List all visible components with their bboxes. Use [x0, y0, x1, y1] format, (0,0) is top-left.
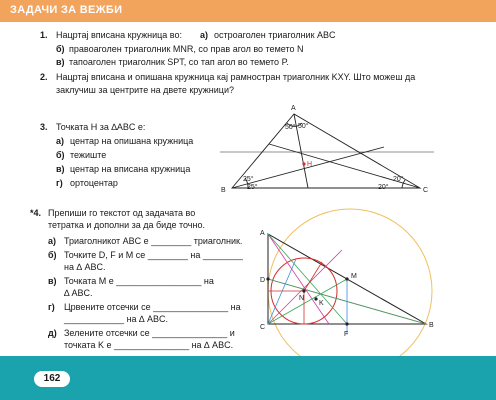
angle-b2: 25° — [247, 184, 258, 191]
angle-b1: 25° — [243, 176, 254, 183]
task-4d-text-1: Црвените отсечки се _______________ на — [64, 302, 241, 312]
bisector-c2 — [268, 250, 342, 324]
angle-c2: 20° — [378, 184, 389, 191]
section-header — [0, 0, 496, 22]
label-a2: A — [260, 230, 265, 237]
label-f: F — [344, 331, 349, 338]
angle-c1: 20° — [393, 176, 404, 183]
task-4-number: *4. — [30, 208, 42, 218]
task-4-intro-2: тетратка и дополни за да биде точно. — [48, 220, 205, 230]
task-4b-text-1: Точките D, F и M се ________ на ________ — [64, 250, 243, 260]
altitude-c — [268, 259, 296, 324]
task-4a-label: а) — [48, 236, 57, 246]
label-n: N — [299, 295, 305, 302]
triangle-figure-circles — [244, 204, 496, 356]
radius-3 — [304, 262, 322, 291]
dot-d — [266, 277, 269, 280]
task-3c-text: центар на вписана кружница — [70, 164, 191, 174]
task-4e-text-1: Зелените отсечки се _______________ и — [64, 328, 235, 338]
task-4c-text-1: Точката M е _________________ на — [64, 276, 214, 286]
section-title: ЗАДАЧИ ЗА ВЕЖБИ — [10, 4, 123, 16]
task-4e-text-2: точката K е _______________ на ∆ ABC. — [64, 340, 234, 350]
task-1b-label: б) — [56, 44, 65, 54]
task-4-intro-1: Препиши го текстот од задачата во — [48, 208, 196, 218]
triangle-abc — [232, 114, 420, 188]
task-3-number: 3. — [40, 122, 48, 132]
angle-a2: 50° — [298, 123, 309, 130]
circumcircle — [268, 209, 432, 356]
task-4b-label: б) — [48, 250, 57, 260]
label-d: D — [260, 277, 266, 284]
task-4d-text-2: ____________ на ∆ ABC. — [64, 314, 169, 324]
task-3a-label: а) — [56, 136, 65, 146]
task-2-line-2: заклучиш за центрите на двете кружници? — [56, 85, 234, 95]
label-c2: C — [260, 324, 266, 331]
label-m: M — [351, 273, 357, 280]
page-number: 162 — [34, 371, 70, 387]
dot-n — [302, 289, 305, 292]
task-4e-label: д) — [48, 328, 57, 338]
triangle-figure-h — [218, 100, 440, 196]
angle-a1: 50° — [285, 124, 296, 131]
dot-m — [345, 277, 348, 280]
label-k: K — [319, 300, 324, 307]
label-a: A — [291, 105, 296, 112]
task-3b-text: тежиште — [70, 150, 107, 160]
task-4c-text-2: ∆ ABC. — [64, 288, 93, 298]
task-3d-text: ортоцентар — [70, 178, 118, 188]
task-3-intro: Точката H за ∆ABC е: — [56, 122, 146, 132]
task-4c-label: в) — [48, 276, 57, 286]
page-footer — [0, 356, 496, 400]
task-4d-label: г) — [48, 302, 55, 312]
dot-f — [345, 322, 348, 325]
task-1b-text: правоаголен триаголник MNR, со прав агол во темето N — [69, 44, 304, 54]
task-3c-label: в) — [56, 164, 65, 174]
task-1c-text: тапоаголен триаголник SPT, со тап агол во темето P. — [69, 57, 289, 67]
dot-k — [314, 297, 317, 300]
task-1-number: 1. — [40, 30, 48, 40]
task-1a-label: а) — [200, 30, 209, 40]
label-h: H — [307, 161, 313, 168]
task-3d-label: г) — [56, 178, 63, 188]
label-b2: B — [429, 322, 434, 329]
task-1-prompt: Нацртај вписана кружница во: — [56, 30, 182, 40]
task-1a-text: остроаголен триаголник ABC — [214, 30, 336, 40]
task-1c-label: в) — [56, 57, 65, 67]
task-4a-text: Триаголникот ABC е ________ триаголник. — [64, 236, 243, 246]
task-4b-text-2: на ∆ ABC. — [64, 262, 106, 272]
task-3a-text: центар на опишана кружница — [70, 136, 194, 146]
task-2-number: 2. — [40, 72, 48, 82]
label-b: B — [221, 187, 226, 194]
point-h-dot — [302, 162, 305, 165]
task-2-line-1: Нацртај вписана и опишана кружница кај рамностран триаголник KXY. Што можеш да — [56, 72, 416, 82]
task-3b-label: б) — [56, 150, 65, 160]
label-c: C — [423, 187, 429, 194]
